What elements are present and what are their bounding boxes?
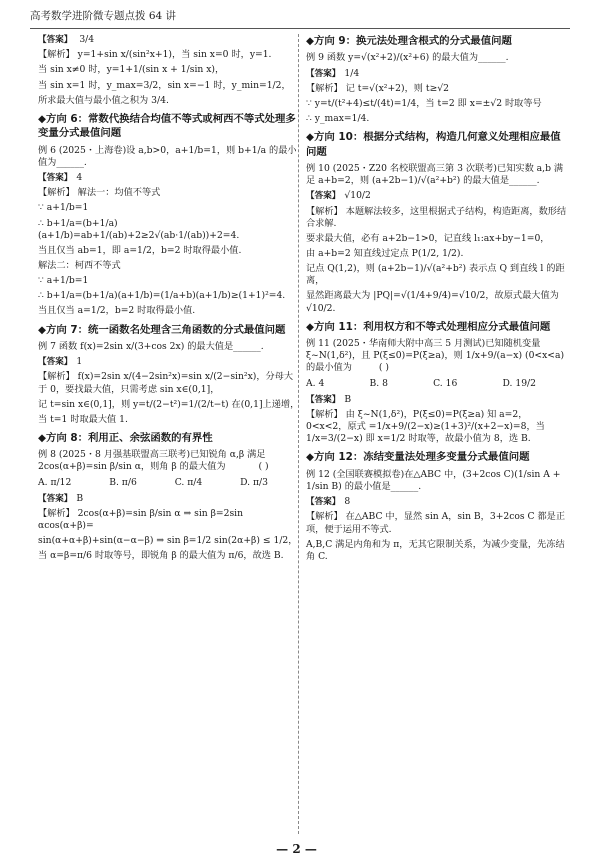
ex10-line-4: 显然距离最大为 |PQ|=√(1/4+9/4)=√10/2，故原式最大值为 √10/2.	[306, 290, 559, 314]
answer-value: B	[344, 393, 352, 405]
right-column	[306, 34, 568, 566]
example-9: 例 9 函数 y=√(x²+2)/(x²+6) 的最大值为______.	[306, 52, 509, 64]
example-8	[38, 449, 300, 473]
answer-label: 【答案】	[38, 35, 73, 45]
direction-12-title: ◆方向 12：冻结变量法处理多变量分式最值问题	[306, 451, 530, 464]
direction-9-title: ◆方向 9：换元法处理含根式的分式最值问题	[306, 35, 512, 47]
ex9-line-2: ∴ y_max=1/4.	[306, 113, 370, 125]
answer-label: 【答案】	[38, 172, 73, 183]
ex12-line-1: A,B,C 满足内角和为 π，无其它限制关系，为减少变量，先冻结角 C.	[306, 538, 565, 562]
option-d: D. π/3	[240, 476, 268, 488]
example-11-options	[306, 378, 536, 390]
ex9-line-0: 【解析】 记 t=√(x²+2)，则 t≥√2	[306, 82, 449, 94]
answer-value: 1	[76, 356, 83, 368]
answer-label: 【答案】	[306, 497, 341, 508]
example-12-answer	[306, 496, 568, 508]
ex8-line-0: 【解析】 2cos(α+β)=sin β/sin α ⇒ sin β=2sin αcos(α+β)=	[38, 508, 244, 532]
ex6-line-4: 解法二：柯西不等式	[38, 259, 121, 271]
example-7-answer	[38, 356, 300, 368]
option-d: D. 19/2	[502, 377, 536, 389]
example-7: 例 7 函数 f(x)=2sin x/(3+cos 2x) 的最大值是______.	[38, 340, 264, 352]
example-9-answer	[306, 68, 568, 80]
answer-value: B	[76, 492, 84, 504]
ex11-line-0: 【解析】 由 ξ~N(1,δ²)，P(ξ≤0)=P(ξ≥a) 知 a=2，0<x<2，原式 =1/x+9/(2−x)≥(1+3)²/(x+2−x)=8，当 1/x=3/(2−x) 即 x=1/2 时取等，故最小值为 8，选 B.	[306, 409, 545, 445]
page-number	[0, 842, 593, 858]
example-6-answer	[38, 172, 300, 184]
intro-analysis-1: 当 sin x≠0 时，y=1+1/(sin x + 1/sin x)，	[38, 64, 225, 76]
direction-6-title: ◆方向 6：常数代换结合均值不等式或柯西不等式处理多变量分式最值问题	[38, 112, 296, 140]
example-8-answer	[38, 493, 300, 505]
direction-10-title: ◆方向 10：根据分式结构，构造几何意义处理相应最值问题	[306, 131, 561, 158]
example-8-text: 例 8 (2025・8 月强基联盟高三联考)已知锐角 α,β 满足 2cos(α+β)=sin β/sin α，则角 β 的最大值为	[38, 449, 266, 473]
ex6-line-2: ∴ b+1/a=(b+1/a)(a+1/b)=ab+1/(ab)+2≥2√(ab·1/(ab))+2=4.	[38, 217, 240, 241]
direction-8-title: ◆方向 8：利用正、余弦函数的有界性	[38, 431, 213, 444]
ex8-line-2: 当 α=β=π/6 时取等号，即锐角 β 的最大值为 π/6，故选 B.	[38, 550, 284, 562]
example-11	[306, 338, 568, 374]
option-b: B. π/6	[109, 476, 137, 488]
intro-analysis-3: 所求最大值与最小值之积为 3/4.	[38, 94, 169, 106]
ex6-line-7: 当且仅当 a=1/2，b=2 时取得最小值.	[38, 305, 196, 317]
answer-value: 3/4	[79, 34, 95, 45]
ex6-line-6: ∴ b+1/a=(b+1/a)(a+1/b)=(1/a+b)(a+1/b)≥(1+1)²=4.	[38, 290, 286, 302]
ex8-line-1: sin(α+α+β)+sin(α−α−β) ⇒ sin β=1/2 sin(2α+β) ≤ 1/2，	[38, 535, 298, 547]
ex7-line-2: 当 t=1 时取最大值 1.	[38, 413, 128, 425]
ex6-line-1: ∵ a+1/b=1	[38, 202, 89, 214]
example-8-paren: ( )	[258, 461, 269, 473]
header-title: 高考数学进阶微专题点拨 64 讲	[30, 10, 177, 22]
ex10-line-1: 要求最大值，必有 a+2b−1>0，记直线 l₁:ax+by−1=0，	[306, 232, 550, 244]
answer-label: 【答案】	[306, 394, 341, 405]
example-12: 例 12 (全国联赛模拟卷)在△ABC 中，(3+2cos C)(1/sin A + 1/sin B) 的最小值是______.	[306, 468, 561, 492]
example-11-paren: ( )	[378, 362, 389, 374]
page-number-text: — 2 —	[276, 842, 317, 856]
intro-analysis-0: 【解析】 y=1+sin x/(sin²x+1)，当 sin x=0 时，y=1.	[38, 49, 272, 61]
ex6-line-5: ∵ a+1/b=1	[38, 275, 89, 287]
left-column	[38, 34, 300, 566]
page-header	[30, 10, 570, 29]
example-10: 例 10 (2025・Z20 名校联盟高三第 3 次联考)已知实数 a,b 满足 a+b=2，则 (a+2b−1)/√(a²+b²) 的最大值是______.	[306, 162, 564, 187]
answer-label: 【答案】	[306, 191, 341, 202]
example-8-options	[38, 477, 268, 489]
answer-value: 4	[76, 171, 83, 183]
direction-7-title: ◆方向 7：统一函数名处理含三角函数的分式最值问题	[38, 323, 286, 336]
ex12-line-0: 【解析】 在△ABC 中，显然 sin A，sin B，3+2cos C 都是正项，便于运用不等式.	[306, 511, 566, 535]
example-11-answer	[306, 394, 568, 406]
ex6-line-0: 【解析】 解法一：均值不等式	[38, 187, 161, 199]
option-b: B. 8	[369, 377, 388, 389]
ex7-line-0: 【解析】 f(x)=2sin x/(4−2sin²x)=sin x/(2−sin²x)，分母大于 0，要找最大值，只需考虑 sin x∈(0,1]，	[38, 371, 294, 395]
answer-label: 【答案】	[306, 68, 341, 79]
ex9-line-1: ∵ y=t/(t²+4)≤t/(4t)=1/4，当 t=2 即 x=±√2 时取等号	[306, 97, 542, 109]
option-a: A. π/12	[38, 476, 72, 488]
example-11-text: 例 11 (2025・华南师大附中高三 5 月测试)已知随机变量 ξ~N(1,δ²)，且 P(ξ≤0)=P(ξ≥a)，则 1/x+9/(a−x) (0<x<a) 的最小值为	[306, 338, 565, 374]
answer-label: 【答案】	[38, 357, 73, 368]
example-10-answer	[306, 190, 568, 202]
direction-11-title: ◆方向 11：利用权方和不等式处理相应分式最值问题	[306, 320, 551, 333]
ex10-line-3: 记点 Q(1,2)，则 (a+2b−1)/√(a²+b²) 表示点 Q 到直线 l 的距离，	[306, 263, 565, 287]
option-a: A. 4	[306, 377, 325, 389]
answer-value: 8	[344, 496, 351, 508]
intro-answer	[38, 34, 300, 46]
ex6-line-3: 当且仅当 ab=1，即 a=1/2，b=2 时取得最小值.	[38, 244, 242, 256]
example-6: 例 6 (2025・上海卷)设 a,b>0，a+1/b=1，则 b+1/a 的最小值为______.	[38, 144, 297, 168]
answer-value: 1/4	[344, 67, 360, 79]
ex7-line-1: 记 t=sin x∈(0,1]，则 y=t/(2−t²)=1/(2/t−t) 在(0,1]上递增，	[38, 398, 300, 410]
answer-label: 【答案】	[38, 493, 73, 504]
ex10-line-2: 由 a+b=2 知直线过定点 P(1/2, 1/2).	[306, 248, 464, 260]
intro-analysis-2: 当 sin x=1 时，y_max=3/2，sin x=−1 时，y_min=1/2，	[38, 79, 291, 91]
answer-value: √10/2	[344, 190, 371, 202]
ex10-line-0: 【解析】 本题解法较多，这里根据式子结构，构造距离，数形结合求解.	[306, 205, 567, 229]
option-c: C. 16	[433, 377, 458, 389]
option-c: C. π/4	[174, 476, 203, 488]
